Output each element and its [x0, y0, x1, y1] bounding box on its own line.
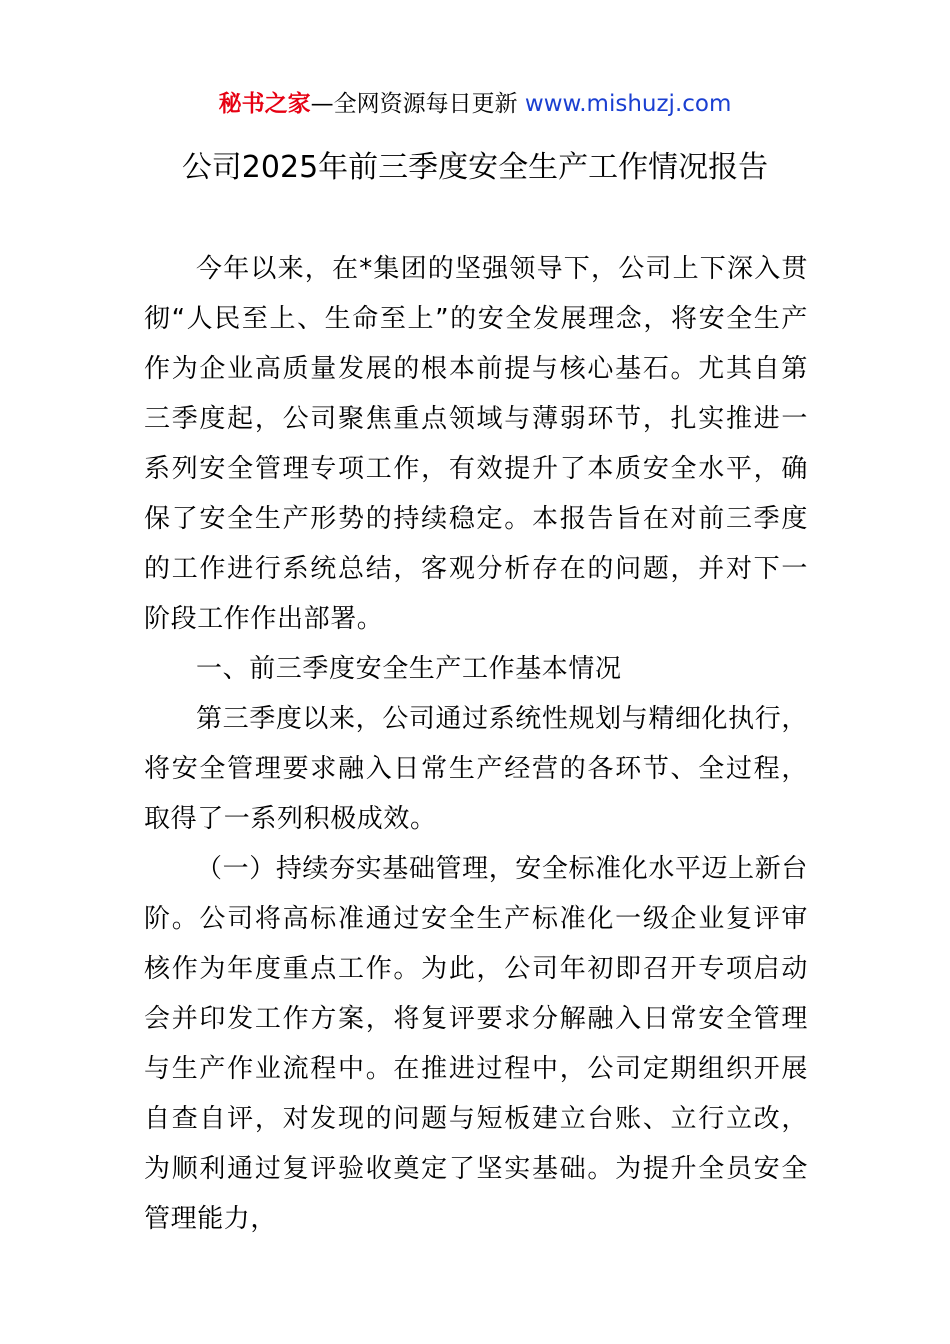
paragraph-subsection-1: （一）持续夯实基础管理，安全标准化水平迈上新台阶。公司将高标准通过安全生产标准化一级企业复评审核作为年度重点工作。为此，公司年初即召开专项启动会并印发工作方案，将复评要求分解融入日常安全管理与生产作业流程中。在推进过程中，公司定期组织开展自查自评，对发现的问题与短板建立台账、立行立改，为顺利通过复评验收奠定了坚实基础。为提升全员安全管理能力， — [144, 854, 808, 1234]
paragraph-section-intro: 第三季度以来，公司通过系统性规划与精细化执行，将安全管理要求融入日常生产经营的各环节、全过程，取得了一系列积极成效。 — [144, 704, 808, 834]
paragraph-intro: 今年以来，在*集团的坚强领导下，公司上下深入贯彻“人民至上、生命至上”的安全发展理念，将安全生产作为企业高质量发展的根本前提与核心基石。尤其自第三季度起，公司聚焦重点领域与薄弱环节，扎实推进一系列安全管理专项工作，有效提升了本质安全水平，确保了安全生产形势的持续稳定。本报告旨在对前三季度的工作进行系统总结，客观分析存在的问题，并对下一阶段工作作出部署。 — [144, 254, 808, 634]
site-url-link[interactable]: www.mishuzj.com — [524, 91, 732, 117]
site-header — [0, 86, 950, 122]
site-brand: 秘书之家 — [218, 91, 311, 117]
document-title: 公司2025年前三季度安全生产工作情况报告 — [181, 150, 769, 185]
site-tagline: —全网资源每日更新 — [310, 91, 518, 117]
document-body — [144, 244, 808, 1244]
section-heading: 一、前三季度安全生产工作基本情况 — [196, 654, 622, 684]
